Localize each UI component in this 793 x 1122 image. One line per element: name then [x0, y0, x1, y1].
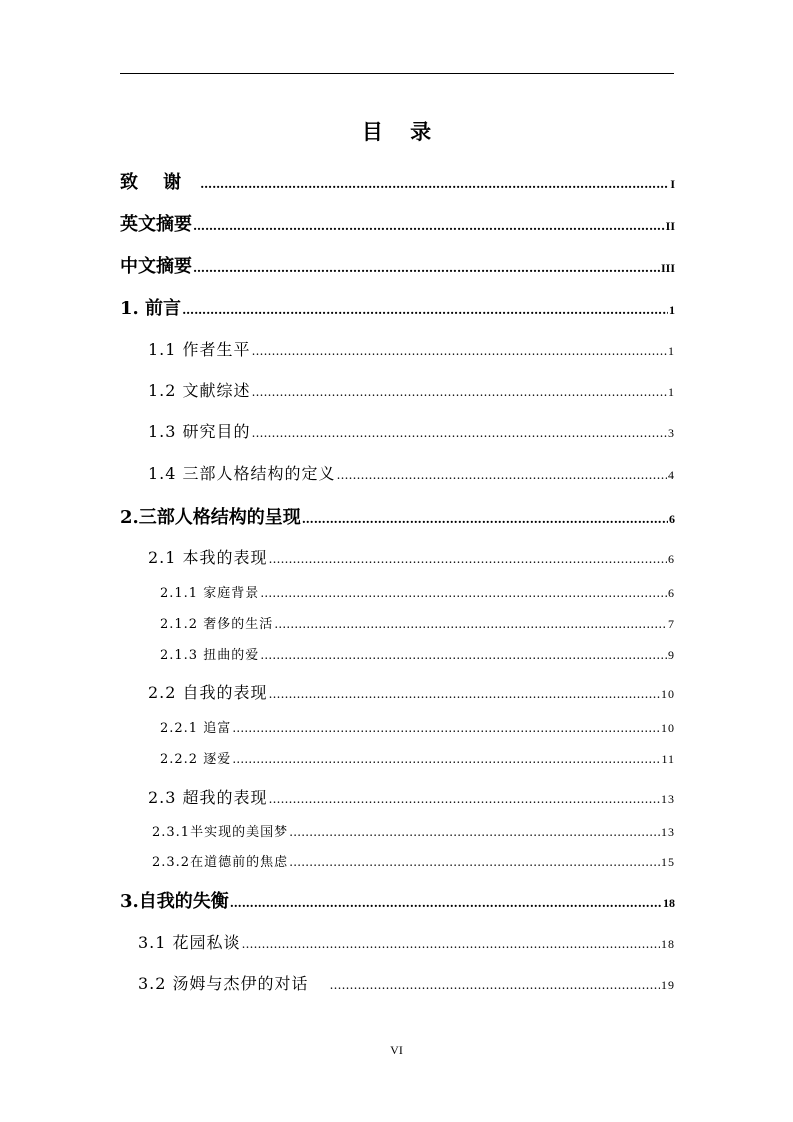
toc-entry-introduction[interactable] [120, 294, 675, 320]
toc-leader [252, 344, 667, 358]
toc-entry-label: 2.1.2 奢侈的生活 [160, 617, 274, 632]
toc-leader [337, 468, 667, 482]
toc-leader [302, 512, 668, 526]
toc-page-number: 18 [663, 896, 675, 910]
toc-page-number: 10 [661, 721, 675, 735]
toc-leader [200, 177, 669, 191]
toc-leader [269, 552, 667, 566]
toc-leader [274, 617, 667, 631]
toc-entry-2-2-2[interactable] [160, 748, 675, 767]
toc-entry-1-3[interactable] [148, 419, 675, 442]
toc-page-number: 6 [669, 512, 675, 526]
toc-entry-label: 致 谢 [120, 172, 182, 193]
toc-leader [260, 648, 667, 662]
toc-entry-2-2[interactable] [148, 680, 675, 703]
toc-entry-label: 1.1 作者生平 [148, 340, 251, 359]
toc-leader [193, 219, 665, 233]
toc-entry-label: 英文摘要 [120, 214, 192, 235]
toc-leader [232, 721, 660, 735]
toc-entry-label: 2.1.1 家庭背景 [160, 586, 260, 601]
toc-leader [269, 792, 660, 806]
toc-page-number: 19 [661, 978, 675, 992]
toc-leader [289, 825, 660, 839]
toc-page-number: 18 [661, 937, 675, 951]
toc-page-number: 13 [661, 792, 675, 806]
toc-entry-label: 1.4 三部人格结构的定义 [148, 464, 336, 483]
toc-entry-2-1-1[interactable] [160, 582, 675, 601]
toc-page-number: III [660, 261, 675, 275]
toc-page-number: 1 [669, 303, 675, 317]
toc-leader [269, 687, 660, 701]
toc-entry-label: 2.3.1半实现的美国梦 [152, 825, 289, 840]
toc-entry-2-1-2[interactable] [160, 613, 675, 632]
toc-page-number: 13 [661, 825, 675, 839]
toc-entry-label: 1. 前言 [120, 298, 182, 319]
toc-entry-label: 2.3.2在道德前的焦虑 [152, 855, 289, 870]
toc-page-number: 11 [661, 752, 675, 766]
toc-page-number: I [670, 177, 675, 191]
toc-leader [193, 261, 660, 275]
toc-entry-label: 2.2.2 逐爱 [160, 752, 232, 767]
toc-page-number: 1 [668, 344, 675, 358]
toc-entry-label: 2.2 自我的表现 [148, 683, 268, 702]
toc-entry-label: 2.2.1 追富 [160, 721, 232, 736]
toc-leader [252, 426, 667, 440]
toc-page-number: 7 [668, 617, 675, 631]
toc-entry-1-2[interactable] [148, 378, 675, 401]
footer-page-number: VI [390, 1043, 403, 1057]
toc-entry-3-2[interactable] [138, 971, 675, 994]
toc-entry-chinese-abstract[interactable] [120, 252, 675, 278]
toc-entry-2-3[interactable] [148, 785, 675, 808]
toc-entry-1-1[interactable] [148, 337, 675, 360]
toc-entry-section-3[interactable] [120, 887, 675, 913]
toc-entry-english-abstract[interactable] [120, 210, 675, 236]
toc-entry-section-2[interactable] [120, 503, 675, 529]
toc-entry-label: 3.自我的失衡 [120, 891, 229, 912]
toc-leader [252, 385, 667, 399]
toc-entry-label: 3.2 汤姆与杰伊的对话 [138, 974, 309, 993]
toc-page-number: 1 [668, 385, 675, 399]
toc-entry-label: 1.3 研究目的 [148, 422, 251, 441]
toc-entry-label: 2.三部人格结构的呈现 [120, 507, 301, 528]
toc-entry-1-4[interactable] [148, 461, 675, 484]
toc-leader [232, 752, 660, 766]
toc-entry-label: 2.1.3 扭曲的爱 [160, 648, 260, 663]
toc-entry-2-1-3[interactable] [160, 644, 675, 663]
toc-entry-acknowledgements[interactable] [120, 168, 675, 194]
toc-page-number: 6 [668, 586, 675, 600]
toc-page-number: 4 [668, 468, 675, 482]
toc-entry-3-1[interactable] [138, 930, 675, 953]
toc-page-number: II [665, 219, 675, 233]
toc-leader [330, 978, 660, 992]
toc-entry-label: 3.1 花园私谈 [138, 933, 241, 952]
toc-entry-2-3-1[interactable] [152, 821, 675, 840]
toc-leader [242, 937, 660, 951]
toc-entry-label: 中文摘要 [120, 256, 192, 277]
toc-page-number: 15 [661, 855, 675, 869]
toc-entry-2-3-2[interactable] [152, 851, 675, 870]
toc-leader [182, 303, 668, 317]
toc-leader [260, 586, 667, 600]
toc-page-number: 3 [668, 426, 675, 440]
toc-entry-2-1[interactable] [148, 545, 675, 568]
toc-title: 目 录 [361, 119, 442, 144]
toc-page-number: 6 [668, 552, 675, 566]
toc-leader [230, 896, 662, 910]
toc-entry-label: 1.2 文献综述 [148, 381, 251, 400]
toc-page-number: 9 [668, 648, 675, 662]
toc-leader [289, 855, 660, 869]
toc-page-number: 10 [661, 687, 675, 701]
toc-entry-label: 2.1 本我的表现 [148, 548, 268, 567]
toc-entry-label: 2.3 超我的表现 [148, 788, 268, 807]
toc-entry-2-2-1[interactable] [160, 717, 675, 736]
